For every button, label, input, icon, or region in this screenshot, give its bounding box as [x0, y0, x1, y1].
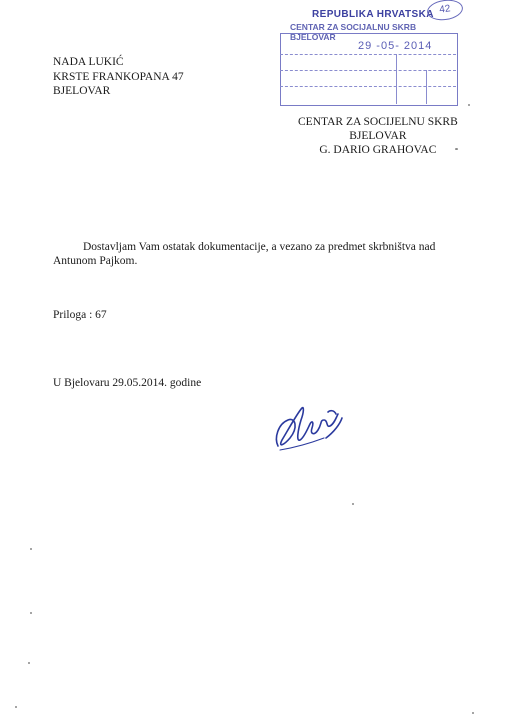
scan-speck — [455, 148, 458, 150]
recipient-address-block — [298, 115, 458, 157]
scan-speck — [352, 503, 354, 505]
recipient-organization: CENTAR ZA SOCIJELNU SKRB — [298, 116, 458, 128]
stamp-center-label: CENTAR ZA SOCIJALNU SKRB BJELOVAR — [290, 22, 417, 42]
scan-speck — [30, 612, 32, 614]
stamp-received-date: 29 -05- 2014 — [358, 40, 433, 52]
scan-speck — [15, 706, 17, 708]
scan-speck — [30, 548, 32, 550]
place-and-date: U Bjelovaru 29.05.2014. godine — [53, 377, 202, 389]
sender-address-block — [53, 55, 184, 99]
attachments-count: Priloga : 67 — [53, 309, 107, 321]
stamp-column-divider — [396, 54, 397, 104]
sender-city: BJELOVAR — [53, 85, 111, 97]
stamp-row-divider — [280, 54, 456, 55]
stamp-row-divider — [280, 70, 456, 71]
scan-speck — [468, 104, 470, 106]
recipient-city: BJELOVAR — [349, 130, 407, 142]
page-number-circle: 42 — [426, 0, 464, 22]
sender-street: KRSTE FRANKOPANA 47 — [53, 70, 184, 83]
stamp-row-divider — [280, 86, 456, 87]
sender-name: NADA LUKIĆ — [53, 56, 124, 68]
stamp-column-divider — [426, 70, 427, 104]
body-paragraph: Dostavljam Vam ostatak dokumentacije, a vezano za predmet skrbništva nad Antunom Pajkom. — [53, 241, 436, 267]
letter-body — [53, 240, 453, 268]
received-stamp — [276, 6, 458, 106]
recipient-attention: G. DARIO GRAHOVAC — [319, 144, 437, 156]
scan-speck — [472, 712, 474, 714]
handwritten-signature — [268, 398, 348, 456]
stamp-republic-label: REPUBLIKA HRVATSKA — [312, 9, 434, 20]
scan-speck — [28, 662, 30, 664]
